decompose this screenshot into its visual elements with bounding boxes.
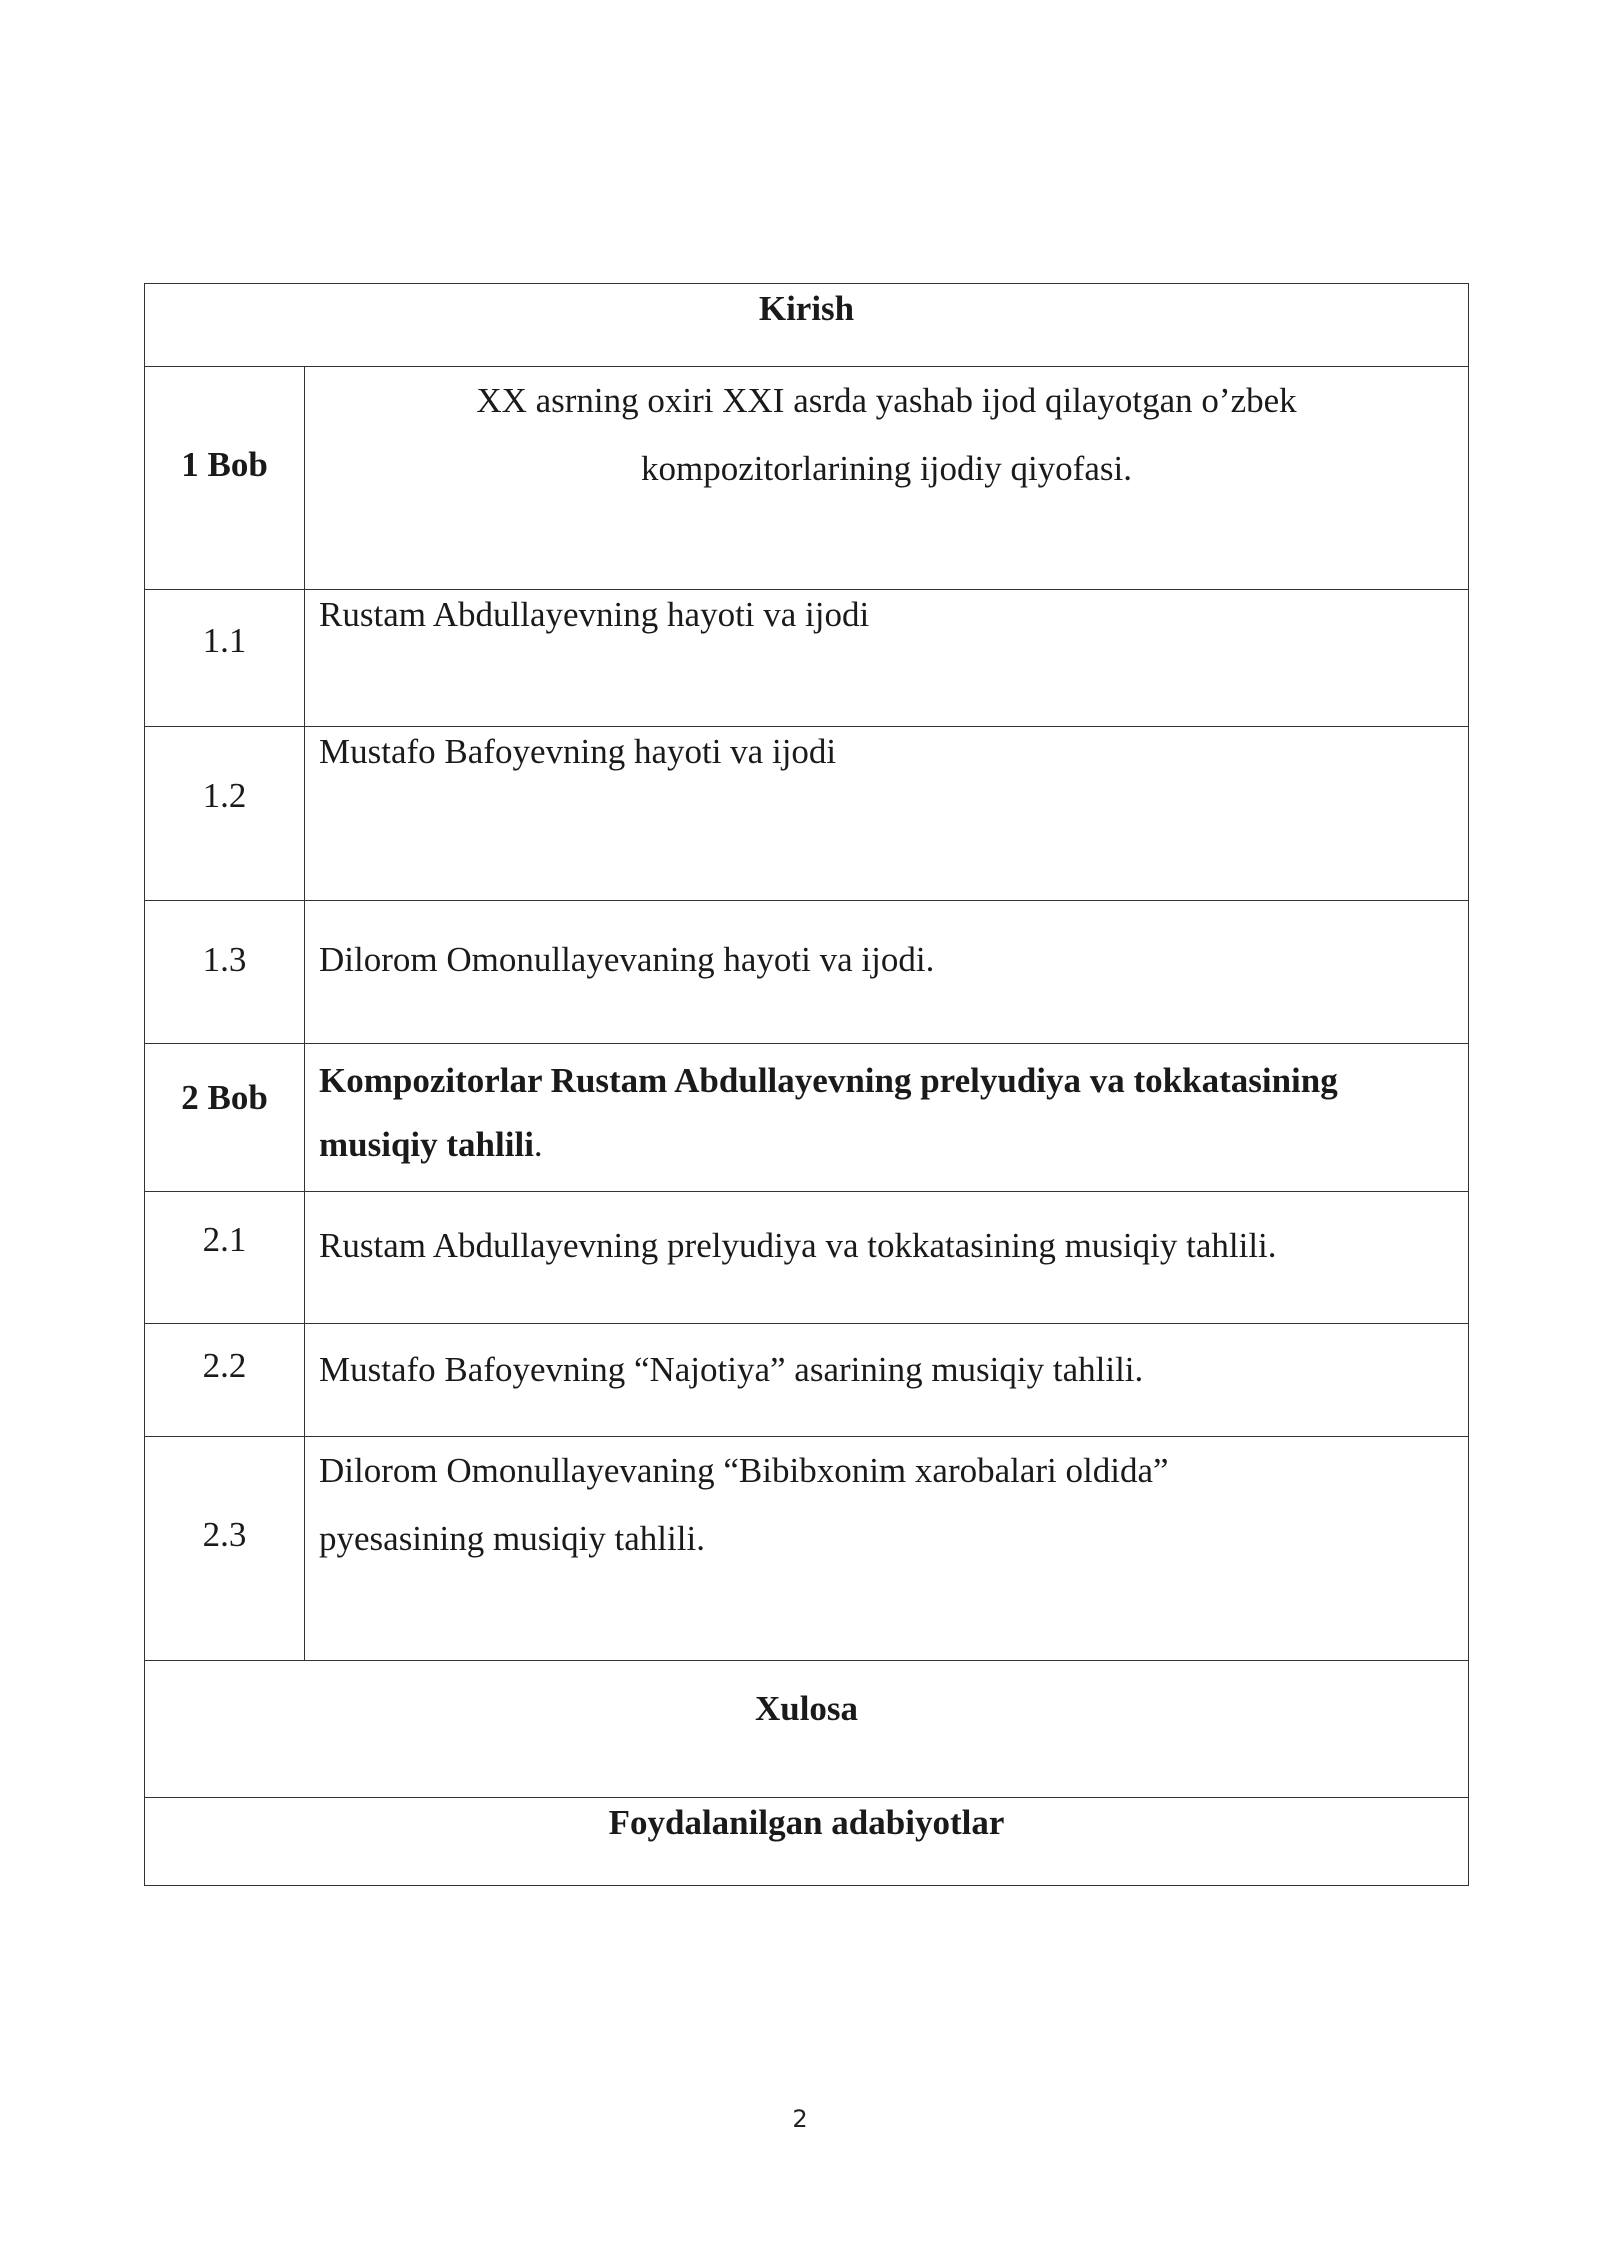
section-number: 2.1 xyxy=(145,1192,305,1324)
chapter-2-title xyxy=(305,1044,1469,1192)
references-heading: Foydalanilgan adabiyotlar xyxy=(145,1798,1469,1886)
toc-row-section-2-2 xyxy=(145,1324,1469,1437)
toc-row-chapter-1 xyxy=(145,367,1469,590)
section-title: Mustafo Bafoyevning “Najotiya” asarining musiqiy tahlili. xyxy=(305,1324,1469,1437)
toc-row-section-2-3 xyxy=(145,1437,1469,1661)
chapter-1-title: XX asrning oxiri XXI asrda yashab ijod qilayotgan o’zbek kompozitorlarining ijodiy qiyofasi. xyxy=(305,367,1469,590)
section-title: Dilorom Omonullayevaning hayoti va ijodi. xyxy=(305,901,1469,1044)
section-title: Rustam Abdullayevning hayoti va ijodi xyxy=(305,590,1469,727)
toc-row-intro xyxy=(145,284,1469,367)
toc-row-section-2-1 xyxy=(145,1192,1469,1324)
section-number: 2.2 xyxy=(145,1324,305,1437)
section-title: Mustafo Bafoyevning hayoti va ijodi xyxy=(305,727,1469,901)
chapter-1-label: 1 Bob xyxy=(145,367,305,590)
intro-heading: Kirish xyxy=(145,284,1469,367)
chapter-2-label: 2 Bob xyxy=(145,1044,305,1192)
section-number: 1.2 xyxy=(145,727,305,901)
chapter-2-title-text: Kompozitorlar Rustam Abdullayevning prelyudiya va tokkatasining musiqiy tahlili xyxy=(319,1061,1338,1164)
section-title: Dilorom Omonullayevaning “Bibibxonim xarobalari oldida” pyesasining musiqiy tahlili. xyxy=(305,1437,1469,1661)
toc-row-section-1-1 xyxy=(145,590,1469,727)
toc-row-section-1-2 xyxy=(145,727,1469,901)
chapter-2-title-period: . xyxy=(533,1125,543,1164)
section-title: Rustam Abdullayevning prelyudiya va tokkatasining musiqiy tahlili. xyxy=(305,1192,1469,1324)
section-number: 1.1 xyxy=(145,590,305,727)
toc-row-conclusion xyxy=(145,1661,1469,1798)
toc-row-references xyxy=(145,1798,1469,1886)
conclusion-heading: Xulosa xyxy=(145,1661,1469,1798)
toc-row-section-1-3 xyxy=(145,901,1469,1044)
section-number: 1.3 xyxy=(145,901,305,1044)
table-of-contents xyxy=(144,283,1469,1886)
section-number: 2.3 xyxy=(145,1437,305,1661)
toc-row-chapter-2 xyxy=(145,1044,1469,1192)
page-number: 2 xyxy=(792,2105,808,2133)
